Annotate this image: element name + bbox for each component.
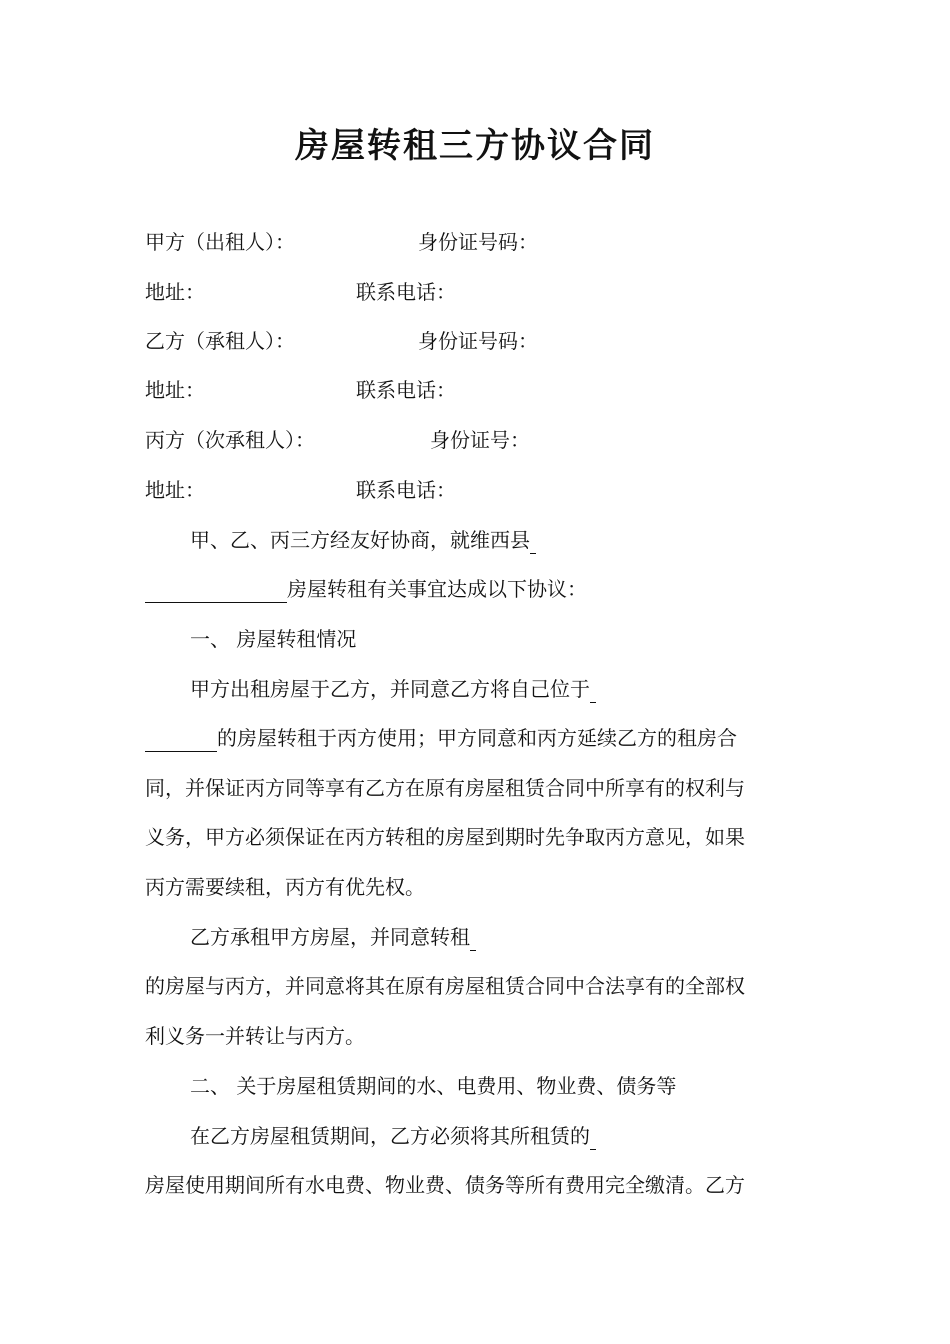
party-a-label: 甲方（出租人）： xyxy=(145,230,295,254)
fill-blank[interactable] xyxy=(145,729,217,752)
section-1-p2-line-3: 利义务一并转让与丙方。 xyxy=(145,1024,365,1048)
intro-line-1 xyxy=(190,526,536,554)
section-2-p1-line-1 xyxy=(190,1122,596,1150)
intro-text-1: 甲、乙、丙三方经友好协商，就维西县 xyxy=(190,528,530,552)
document-title: 房屋转租三方协议合同 xyxy=(295,126,655,166)
section-1-p1-line-4: 义务，甲方必须保证在丙方转租的房屋到期时先争取丙方意见，如果 xyxy=(145,825,745,849)
party-c-phone-label: 联系电话： xyxy=(356,478,456,502)
fill-blank[interactable] xyxy=(590,1127,596,1150)
fill-blank[interactable] xyxy=(590,680,596,703)
party-b-id-label: 身份证号码： xyxy=(418,329,538,353)
party-a-address-label: 地址： xyxy=(145,280,205,304)
party-c-address-label: 地址： xyxy=(145,478,205,502)
section-1-p1-line-1 xyxy=(190,675,596,703)
paragraph-text: 在乙方房屋租赁期间，乙方必须将其所租赁的 xyxy=(190,1124,590,1148)
paragraph-text: 的房屋转租于丙方使用；甲方同意和丙方延续乙方的租房合 xyxy=(217,726,737,750)
section-1-heading: 一、 房屋转租情况 xyxy=(190,627,357,651)
party-b-label: 乙方（承租人）： xyxy=(145,329,295,353)
section-1-p1-line-2 xyxy=(145,724,737,752)
section-1-p1-line-5: 丙方需要续租，丙方有优先权。 xyxy=(145,875,425,899)
party-b-phone-label: 联系电话： xyxy=(356,378,456,402)
party-a-id-label: 身份证号码： xyxy=(418,230,538,254)
section-1-p1-line-3: 同，并保证丙方同等享有乙方在原有房屋租赁合同中所享有的权利与 xyxy=(145,776,745,800)
section-1-p2-line-2: 的房屋与丙方，并同意将其在原有房屋租赁合同中合法享有的全部权 xyxy=(145,974,745,998)
party-a-phone-label: 联系电话： xyxy=(356,280,456,304)
intro-line-2 xyxy=(145,575,587,603)
party-c-label: 丙方（次承租人）： xyxy=(145,428,315,452)
party-c-id-label: 身份证号： xyxy=(430,428,530,452)
section-2-heading: 二、 关于房屋租赁期间的水、电费用、物业费、债务等 xyxy=(190,1074,677,1098)
fill-blank[interactable] xyxy=(470,928,476,951)
intro-text-2: 房屋转租有关事宜达成以下协议： xyxy=(287,577,587,601)
fill-blank[interactable] xyxy=(145,580,287,603)
section-2-p1-line-2: 房屋使用期间所有水电费、物业费、债务等所有费用完全缴清。乙方 xyxy=(145,1173,745,1197)
section-1-p2-line-1 xyxy=(190,923,476,951)
party-b-address-label: 地址： xyxy=(145,378,205,402)
paragraph-text: 甲方出租房屋于乙方，并同意乙方将自己位于 xyxy=(190,677,590,701)
fill-blank[interactable] xyxy=(530,531,536,554)
paragraph-text: 乙方承租甲方房屋，并同意转租 xyxy=(190,925,470,949)
